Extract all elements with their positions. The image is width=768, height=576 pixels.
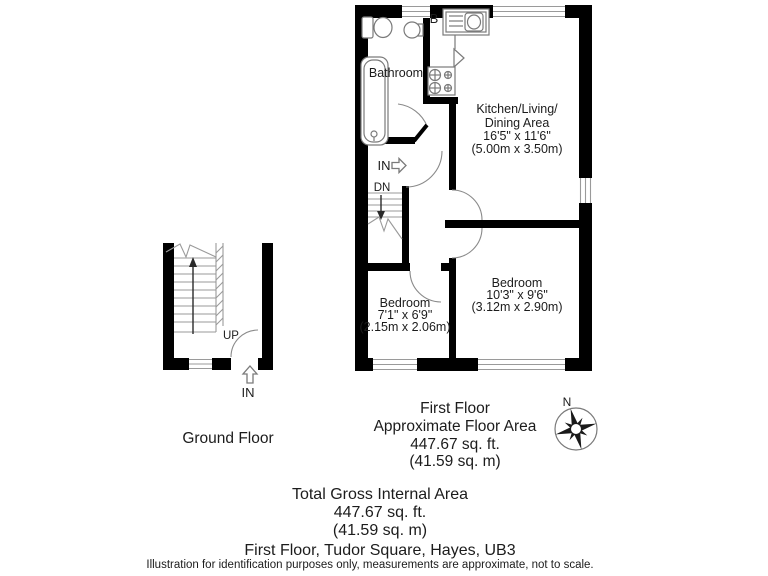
bathroom-label: Bathroom <box>368 66 424 80</box>
bedroom-small-size-imperial: 7'1" x 6'9" <box>377 308 433 322</box>
bedroom-large-size-metric: (3.12m x 2.90m) <box>471 300 563 314</box>
first-floor-title: First Floor <box>420 400 490 417</box>
disclaimer-text: Illustration for identification purposes only, measurements are approximate, not to scale. <box>146 559 594 571</box>
total-area-title: Total Gross Internal Area <box>291 486 469 503</box>
ground-floor-caption: Ground Floor <box>182 430 274 447</box>
basin-icon <box>404 22 423 38</box>
kitchen-sink-icon <box>443 9 489 35</box>
kitchen-size-imperial: 16'5" x 11'6" <box>483 129 551 143</box>
compass-north-label: N <box>562 395 572 409</box>
ground-floor-plan <box>163 243 274 447</box>
kitchen-label-line2: Dining Area <box>484 116 550 130</box>
compass-star-icon <box>556 409 597 450</box>
stairs-break-line <box>368 217 402 239</box>
compass-rose <box>555 395 597 450</box>
stairs-dn-label: DN <box>373 182 391 194</box>
first-floor-area-metric: (41.59 sq. m) <box>409 453 501 470</box>
stairs-up-label: UP <box>223 330 239 342</box>
bedroom-large-label: Bedroom <box>491 276 543 290</box>
bathroom-door-arc <box>398 104 427 126</box>
first-floor-subtitle: Approximate Floor Area <box>373 418 537 435</box>
entry-door-arc <box>406 151 442 187</box>
boiler-label: B <box>429 11 439 26</box>
toilet-icon <box>362 17 392 38</box>
bedroom-small-size-metric: (2.15m x 2.06m) <box>359 320 451 334</box>
total-area-imperial: 447.67 sq. ft. <box>333 504 427 521</box>
bedroom-large-door-arc <box>452 228 482 258</box>
bedroom-large-size-imperial: 10'3" x 9'6" <box>486 288 548 302</box>
window-bedroom-large <box>478 360 565 370</box>
kitchen-counter-icon <box>454 35 464 67</box>
bathroom-door-leaf <box>414 125 427 141</box>
entry-in-arrow-icon <box>392 159 406 173</box>
stair-wall-hatching <box>216 246 223 325</box>
property-address: First Floor, Tudor Square, Hayes, UB3 <box>244 542 516 559</box>
first-floor-stairs-down <box>368 193 402 239</box>
window-bedroom-small <box>373 360 417 370</box>
front-door-in-label: IN <box>241 385 255 400</box>
kitchen-label-line1: Kitchen/Living/ <box>476 102 558 116</box>
front-door-in-arrow-icon <box>243 366 257 383</box>
bedroom-small-label: Bedroom <box>379 296 431 310</box>
first-floor-plan <box>355 5 592 371</box>
kitchen-door-arc <box>452 190 482 220</box>
first-floor-area-imperial: 447.67 sq. ft. <box>410 436 500 453</box>
kitchen-size-metric: (5.00m x 3.50m) <box>471 142 563 156</box>
total-area-metric: (41.59 sq. m) <box>332 522 428 539</box>
total-area-summary <box>292 486 468 539</box>
ground-floor-window <box>189 360 212 369</box>
ground-floor-stairs-up <box>166 243 223 334</box>
window-bathroom-top <box>402 7 430 17</box>
hob-icon <box>428 67 455 95</box>
window-kitchen-top <box>493 7 565 17</box>
window-kitchen-right <box>581 178 591 203</box>
entry-in-label: IN <box>377 158 391 173</box>
first-floor-summary <box>374 400 537 470</box>
